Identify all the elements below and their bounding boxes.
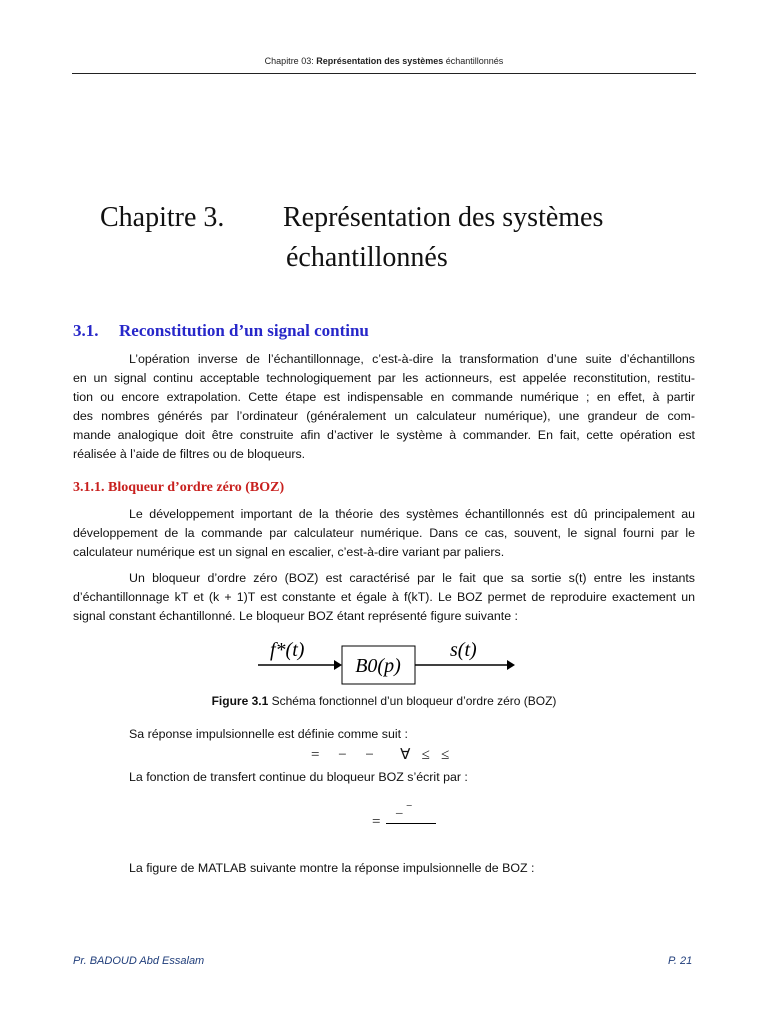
paragraph-line: en un signal continu acceptable technologiquement par les actionneurs, est appelée reconstitution, restitu-	[73, 371, 695, 385]
figure-caption	[0, 694, 768, 708]
matlab-intro: La figure de MATLAB suivante montre la réponse impulsionnelle de BOZ :	[129, 861, 535, 875]
paragraph-line: mande analogique doit être construite afin d’activer le système à commander. En fait, cette opération est	[73, 428, 695, 442]
caption-label: Figure 3.1	[211, 694, 269, 708]
section-heading	[73, 321, 369, 341]
footer-author: Pr. BADOUD Abd Essalam	[73, 955, 205, 967]
output-signal-label: s(t)	[450, 639, 477, 661]
header-suffix: échantillonnés	[443, 56, 504, 66]
transfer-equation-numerator: _ ⁻	[396, 800, 413, 815]
paragraph-line: tion ou encore extrapolation. Cette étape est indispensable en commande numérique ; en effet, à partir	[73, 390, 695, 404]
impulse-intro: Sa réponse impulsionnelle est définie comme suit :	[129, 727, 408, 741]
transfer-equation-equals: =	[372, 814, 381, 830]
paragraph-line: Le développement important de la théorie des systèmes échantillonnés est dû principalement au	[129, 507, 695, 521]
paragraph-line: Un bloqueur d’ordre zéro (BOZ) est caractérisé par le fait que sa sortie s(t) entre les instants	[129, 571, 695, 585]
paragraph-line: calculateur numérique est un signal en escalier, c’est-à-dire variant par paliers.	[73, 545, 505, 559]
paragraph-line: signal constant échantillonné. Le bloqueur BOZ étant représenté figure suivante :	[73, 609, 518, 623]
output-arrowhead	[507, 660, 515, 670]
caption-text: Schéma fonctionnel d’un bloqueur d’ordre zéro (BOZ)	[268, 694, 557, 708]
header-rule	[72, 73, 696, 74]
paragraph-line: L’opération inverse de l’échantillonnage, c’est-à-dire la transformation d’une suite d’échantillons	[129, 352, 695, 366]
header-prefix: Chapitre 03:	[264, 56, 317, 66]
chapter-title-line2: échantillonnés	[286, 242, 448, 273]
subsection-paragraph-2	[73, 569, 695, 626]
chapter-title	[100, 198, 700, 278]
chapter-number: Chapitre 3.	[100, 202, 225, 233]
transfer-intro: La fonction de transfert continue du bloqueur BOZ s’écrit par :	[129, 770, 468, 784]
input-signal-label: f*(t)	[270, 639, 305, 661]
header-bold: Représentation des systèmes	[316, 56, 444, 66]
paragraph-line: des nombres générés par l’ordinateur (généralement un calculateur numérique), une grandeur de com-	[73, 409, 695, 423]
section-number: 3.1.	[73, 321, 99, 340]
block-transfer-label: B0(p)	[355, 655, 401, 677]
boz-block-diagram	[258, 636, 518, 688]
subsection-paragraph-1	[73, 505, 695, 562]
footer-page-number: P. 21	[668, 955, 693, 967]
input-arrowhead	[334, 660, 342, 670]
chapter-title-line1: Représentation des systèmes	[283, 202, 604, 233]
section-paragraph	[73, 350, 695, 464]
section-title: Reconstitution d’un signal continu	[119, 321, 369, 340]
paragraph-line: réalisée à l’aide de filtres ou de bloqueurs.	[73, 447, 306, 461]
subsection-heading: 3.1.1. Bloqueur d’ordre zéro (BOZ)	[73, 480, 285, 495]
running-header	[0, 56, 768, 66]
impulse-equation: = − − ∀ ≤ ≤	[311, 747, 450, 763]
paragraph-line: d’échantillonnage kT et (k + 1)T est constante et égale à f(kT). Le BOZ permet de reproduire exactement un	[73, 590, 695, 604]
paragraph-line: développement de la commande par calculateur numérique. Dans ce cas, souvent, le signal fourni par le	[73, 526, 695, 540]
fraction-bar	[386, 823, 436, 824]
